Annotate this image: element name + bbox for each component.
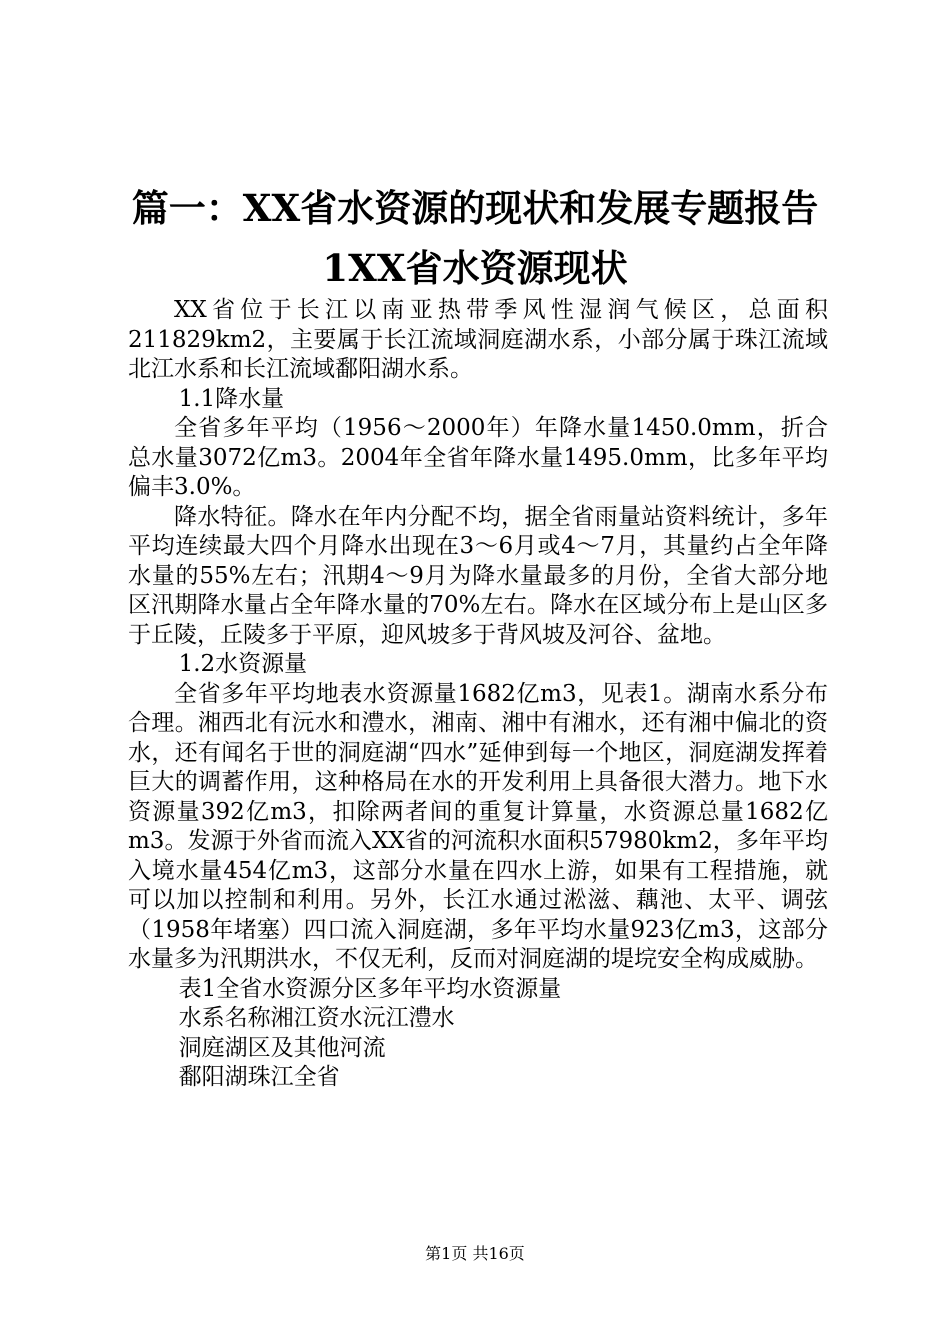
table-line: 水系名称湘江资水沅江澧水	[178, 1005, 455, 1031]
table-line: 鄱阳湖珠江全省	[178, 1064, 340, 1090]
document-body	[128, 296, 828, 1093]
table-caption: 表1全省水资源分区多年平均水资源量	[178, 975, 562, 1002]
paragraph-intro: XX省位于长江以南亚热带季风性湿润气候区，总面积211829km2，主要属于长江流域洞庭湖水系，小部分属于珠江流域北江水系和长江流域鄱阳湖水系。	[128, 297, 828, 382]
paragraph-precipitation-total: 全省多年平均（1956～2000年）年降水量1450.0mm，折合总水量3072亿m3。2004年全省年降水量1495.0mm，比多年平均偏丰3.0%。	[128, 415, 828, 500]
page-footer: 第1页 共16页	[425, 1244, 525, 1263]
paragraph-precipitation-features: 降水特征。降水在年内分配不均，据全省雨量站资料统计，多年平均连续最大四个月降水出现在3～6月或4～7月，其量约占全年降水量的55%左右；汛期4～9月为降水量最多的月份，全省大部分地区汛期降水量占全年降水量的70%左右。降水在区域分布上是山区多于丘陵，丘陵多于平原，迎风坡多于背风坡及河谷、盆地。	[128, 503, 828, 648]
section-heading-precipitation: 1.1降水量	[178, 385, 285, 412]
paragraph-water-resources: 全省多年平均地表水资源量1682亿m3，见表1。湖南水系分布合理。湘西北有沅水和澧水，湘南、湘中有湘水，还有湘中偏北的资水，还有闻名于世的洞庭湖“四水”延伸到每一个地区，洞庭湖发挥着巨大的调蓄作用，这种格局在水的开发利用上具备很大潜力。地下水资源量392亿m3，扣除两者间的重复计算量，水资源总量1682亿m3。发源于外省而流入XX省的河流积水面积57980km2，多年平均入境水量454亿m3，这部分水量在四水上游，如果有工程措施，就可以加以控制和利用。另外，长江水通过淞滋、藕池、太平、调弦（1958年堵塞）四口流入洞庭湖，多年平均水量923亿m3，这部分水量多为汛期洪水，不仅无利，反而对洞庭湖的堤垸安全构成威胁。	[128, 680, 828, 972]
document-title: 篇一：XX省水资源的现状和发展专题报告1XX省水资源现状	[131, 186, 819, 290]
table-line: 洞庭湖区及其他河流	[178, 1034, 386, 1061]
section-heading-water-resources: 1.2水资源量	[178, 651, 308, 677]
